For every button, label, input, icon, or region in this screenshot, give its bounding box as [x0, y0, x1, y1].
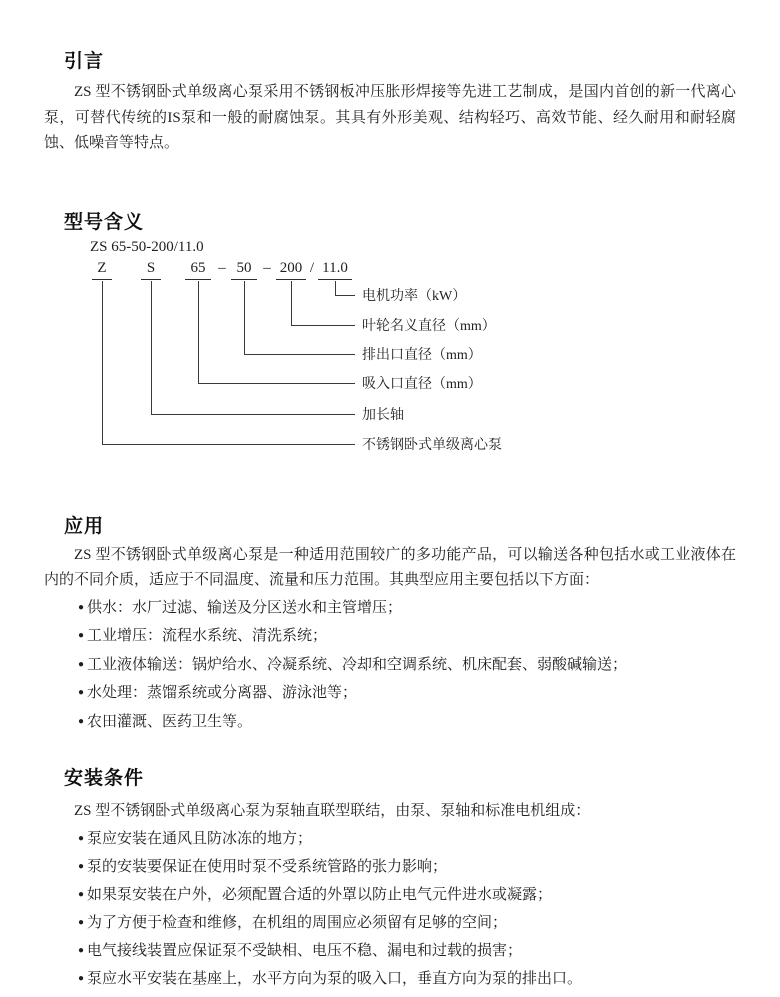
- bullet-icon: ●: [78, 687, 85, 698]
- model-label-impeller-diameter: 叶轮名义直径（mm）: [362, 318, 496, 334]
- bullet-text: 泵应安装在通风且防冰冻的地方；: [87, 831, 313, 847]
- connector-line: [102, 281, 355, 445]
- list-item: [78, 652, 736, 681]
- application-bullet-list: [78, 595, 736, 738]
- bullet-text: 供水：水厂过滤、输送及分区送水和主管增压；: [87, 599, 403, 616]
- model-token-separator: /: [309, 259, 315, 276]
- model-label-extended-shaft: 加长轴: [362, 407, 404, 423]
- list-item: [78, 595, 736, 624]
- bullet-text: 农田灌溉、医药卫生等。: [87, 713, 253, 730]
- bullet-text: 为了方便于检查和维修，在机组的周围应必须留有足够的空间；: [87, 915, 508, 931]
- bullet-icon: ●: [78, 973, 85, 984]
- model-label-pump-type: 不锈钢卧式单级离心泵: [362, 437, 502, 453]
- bullet-icon: ●: [78, 833, 85, 844]
- model-label-discharge-diameter: 排出口直径（mm）: [362, 347, 482, 363]
- model-label-suction-diameter: 吸入口直径（mm）: [362, 376, 482, 392]
- model-token-series: Z: [92, 259, 112, 280]
- bullet-icon: ●: [78, 889, 85, 900]
- application-heading: 应用: [64, 515, 105, 537]
- bullet-icon: ●: [78, 917, 85, 928]
- model-full-code: ZS 65-50-200/11.0: [90, 238, 204, 255]
- section-intro: [44, 50, 736, 157]
- list-item: [78, 910, 736, 938]
- model-token-impeller: 200: [276, 259, 306, 280]
- list-item: [78, 709, 736, 738]
- installation-heading: 安装条件: [64, 768, 145, 789]
- bullet-icon: ●: [78, 630, 85, 641]
- section-model-meaning: [44, 211, 736, 467]
- bullet-text: 工业增压：流程水系统、清洗系统；: [87, 628, 328, 644]
- bullet-text: 电气接线装置应保证泵不受缺相、电压不稳、漏电和过载的损害；: [87, 943, 523, 959]
- bullet-icon: ●: [78, 715, 85, 727]
- installation-bullet-list: [78, 826, 736, 994]
- application-paragraph: ZS 型不锈钢卧式单级离心泵是一种适用范围较广的多功能产品，可以输送各种包括水或工业液体在内的不同介质，适应于不同温度、流量和压力范围。其典型应用主要包括以下方面：: [44, 546, 736, 588]
- bullet-text: 水处理：蒸馏系统或分离器、游泳池等；: [87, 685, 358, 701]
- list-item: [78, 882, 736, 910]
- bullet-icon: ●: [78, 861, 85, 872]
- bullet-text: 如果泵安装在户外，必须配置合适的外罩以防止电气元件进水或凝露；: [87, 887, 553, 903]
- section-application: [44, 515, 736, 738]
- intro-heading: 引言: [64, 51, 105, 72]
- list-item: [78, 854, 736, 882]
- model-token-power: 11.0: [318, 259, 352, 280]
- model-label-motor-power: 电机功率（kW）: [362, 288, 467, 304]
- model-token-shaft: S: [141, 259, 161, 280]
- list-item: [78, 680, 736, 709]
- bullet-icon: ●: [78, 658, 85, 670]
- section-installation: [44, 767, 736, 994]
- bullet-text: 泵的安装要保证在使用时泵不受系统管路的张力影响；: [87, 859, 448, 875]
- list-item: [78, 826, 736, 854]
- list-item: [78, 623, 736, 652]
- model-token-discharge: 50: [231, 259, 257, 280]
- model-token-separator: –: [263, 259, 271, 276]
- model-breakdown-diagram: [44, 239, 736, 467]
- bullet-icon: ●: [78, 945, 85, 956]
- list-item: [78, 966, 736, 994]
- intro-paragraph: ZS 型不锈钢卧式单级离心泵采用不锈钢板冲压胀形焊接等先进工艺制成，是国内首创的新一代离心泵，可替代传统的IS泵和一般的耐腐蚀泵。其具有外形美观、结构轻巧、高效节能、经久耐用和耐轻腐蚀、低噪音等特点。: [44, 84, 736, 151]
- list-item: [78, 938, 736, 966]
- model-meaning-heading: 型号含义: [64, 211, 145, 233]
- model-token-suction: 65: [185, 259, 211, 280]
- bullet-text: 泵应水平安装在基座上，水平方向为泵的吸入口，垂直方向为泵的排出口。: [87, 971, 583, 987]
- bullet-icon: ●: [78, 601, 85, 613]
- model-token-separator: –: [218, 259, 226, 276]
- bullet-text: 工业液体输送：锅炉给水、冷凝系统、冷却和空调系统、机床配套、弱酸碱输送；: [87, 656, 628, 673]
- installation-paragraph: ZS 型不锈钢卧式单级离心泵为泵轴直联型联结，由泵、泵轴和标准电机组成：: [74, 803, 591, 819]
